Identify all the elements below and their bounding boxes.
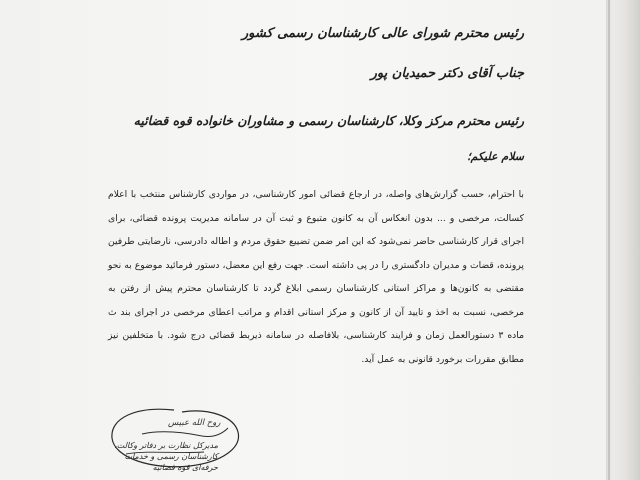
paper-edge: [606, 0, 640, 480]
signature-title: مدیرکل نظارت بر دفاتر وکالت، کارشناسان رسمی و خدمات حرفه‌ای قوه قضائیه: [114, 441, 218, 472]
signature-name: روح الله عبیس: [168, 418, 221, 428]
addressee-line-2: جناب آقای دکتر حمیدیان پور: [370, 66, 524, 81]
letter-body: با احترام، حسب گزارش‌های واصله، در ارجاع قضائی امور کارشناسی، در مواردی کارشناس منتخب با اعلام کسالت، مرخصی و ... بدون انعکاس آن به کانون متبوع و ثبت آن در سامانه مدیریت پرونده قضائی، برای اجرای قرار کارشناسی حاضر نمی‌شود که این امر ضمن تضییع حقوق مردم و اطاله دادرسی، نارضایتی طرفین پرونده، قضات و مدیران دادگستری را در پی داشته است. جهت رفع این معضل، دستور فرمائید موضوع به نحو مقتضی به کانون‌ها و مراکز استانی کارشناسان رسمی ابلاغ گردد تا کارشناسان محترم پیش از رفتن به مرخصی، نسبت به اخذ و تایید آن از کانون و مرکز استانی اقدام و مراتب اعطای مرخصی در اجرای بند ث ماده ۳ دستورالعمل زمان و فرایند کارشناسی، بلافاصله در سامانه ذیربط قضائی درج شود. با متخلفین نیز مطابق مقررات برخورد قانونی به عمل آید.: [108, 189, 524, 365]
greeting: سلام علیکم؛: [467, 150, 524, 163]
addressee-line-1: رئیس محترم شورای عالی کارشناسان رسمی کشور: [241, 26, 524, 41]
addressee-line-3: رئیس محترم مرکز وکلا، کارشناسان رسمی و مشاوران خانواده قوه قضائیه: [133, 113, 524, 128]
paper-fold-line: [608, 0, 610, 480]
